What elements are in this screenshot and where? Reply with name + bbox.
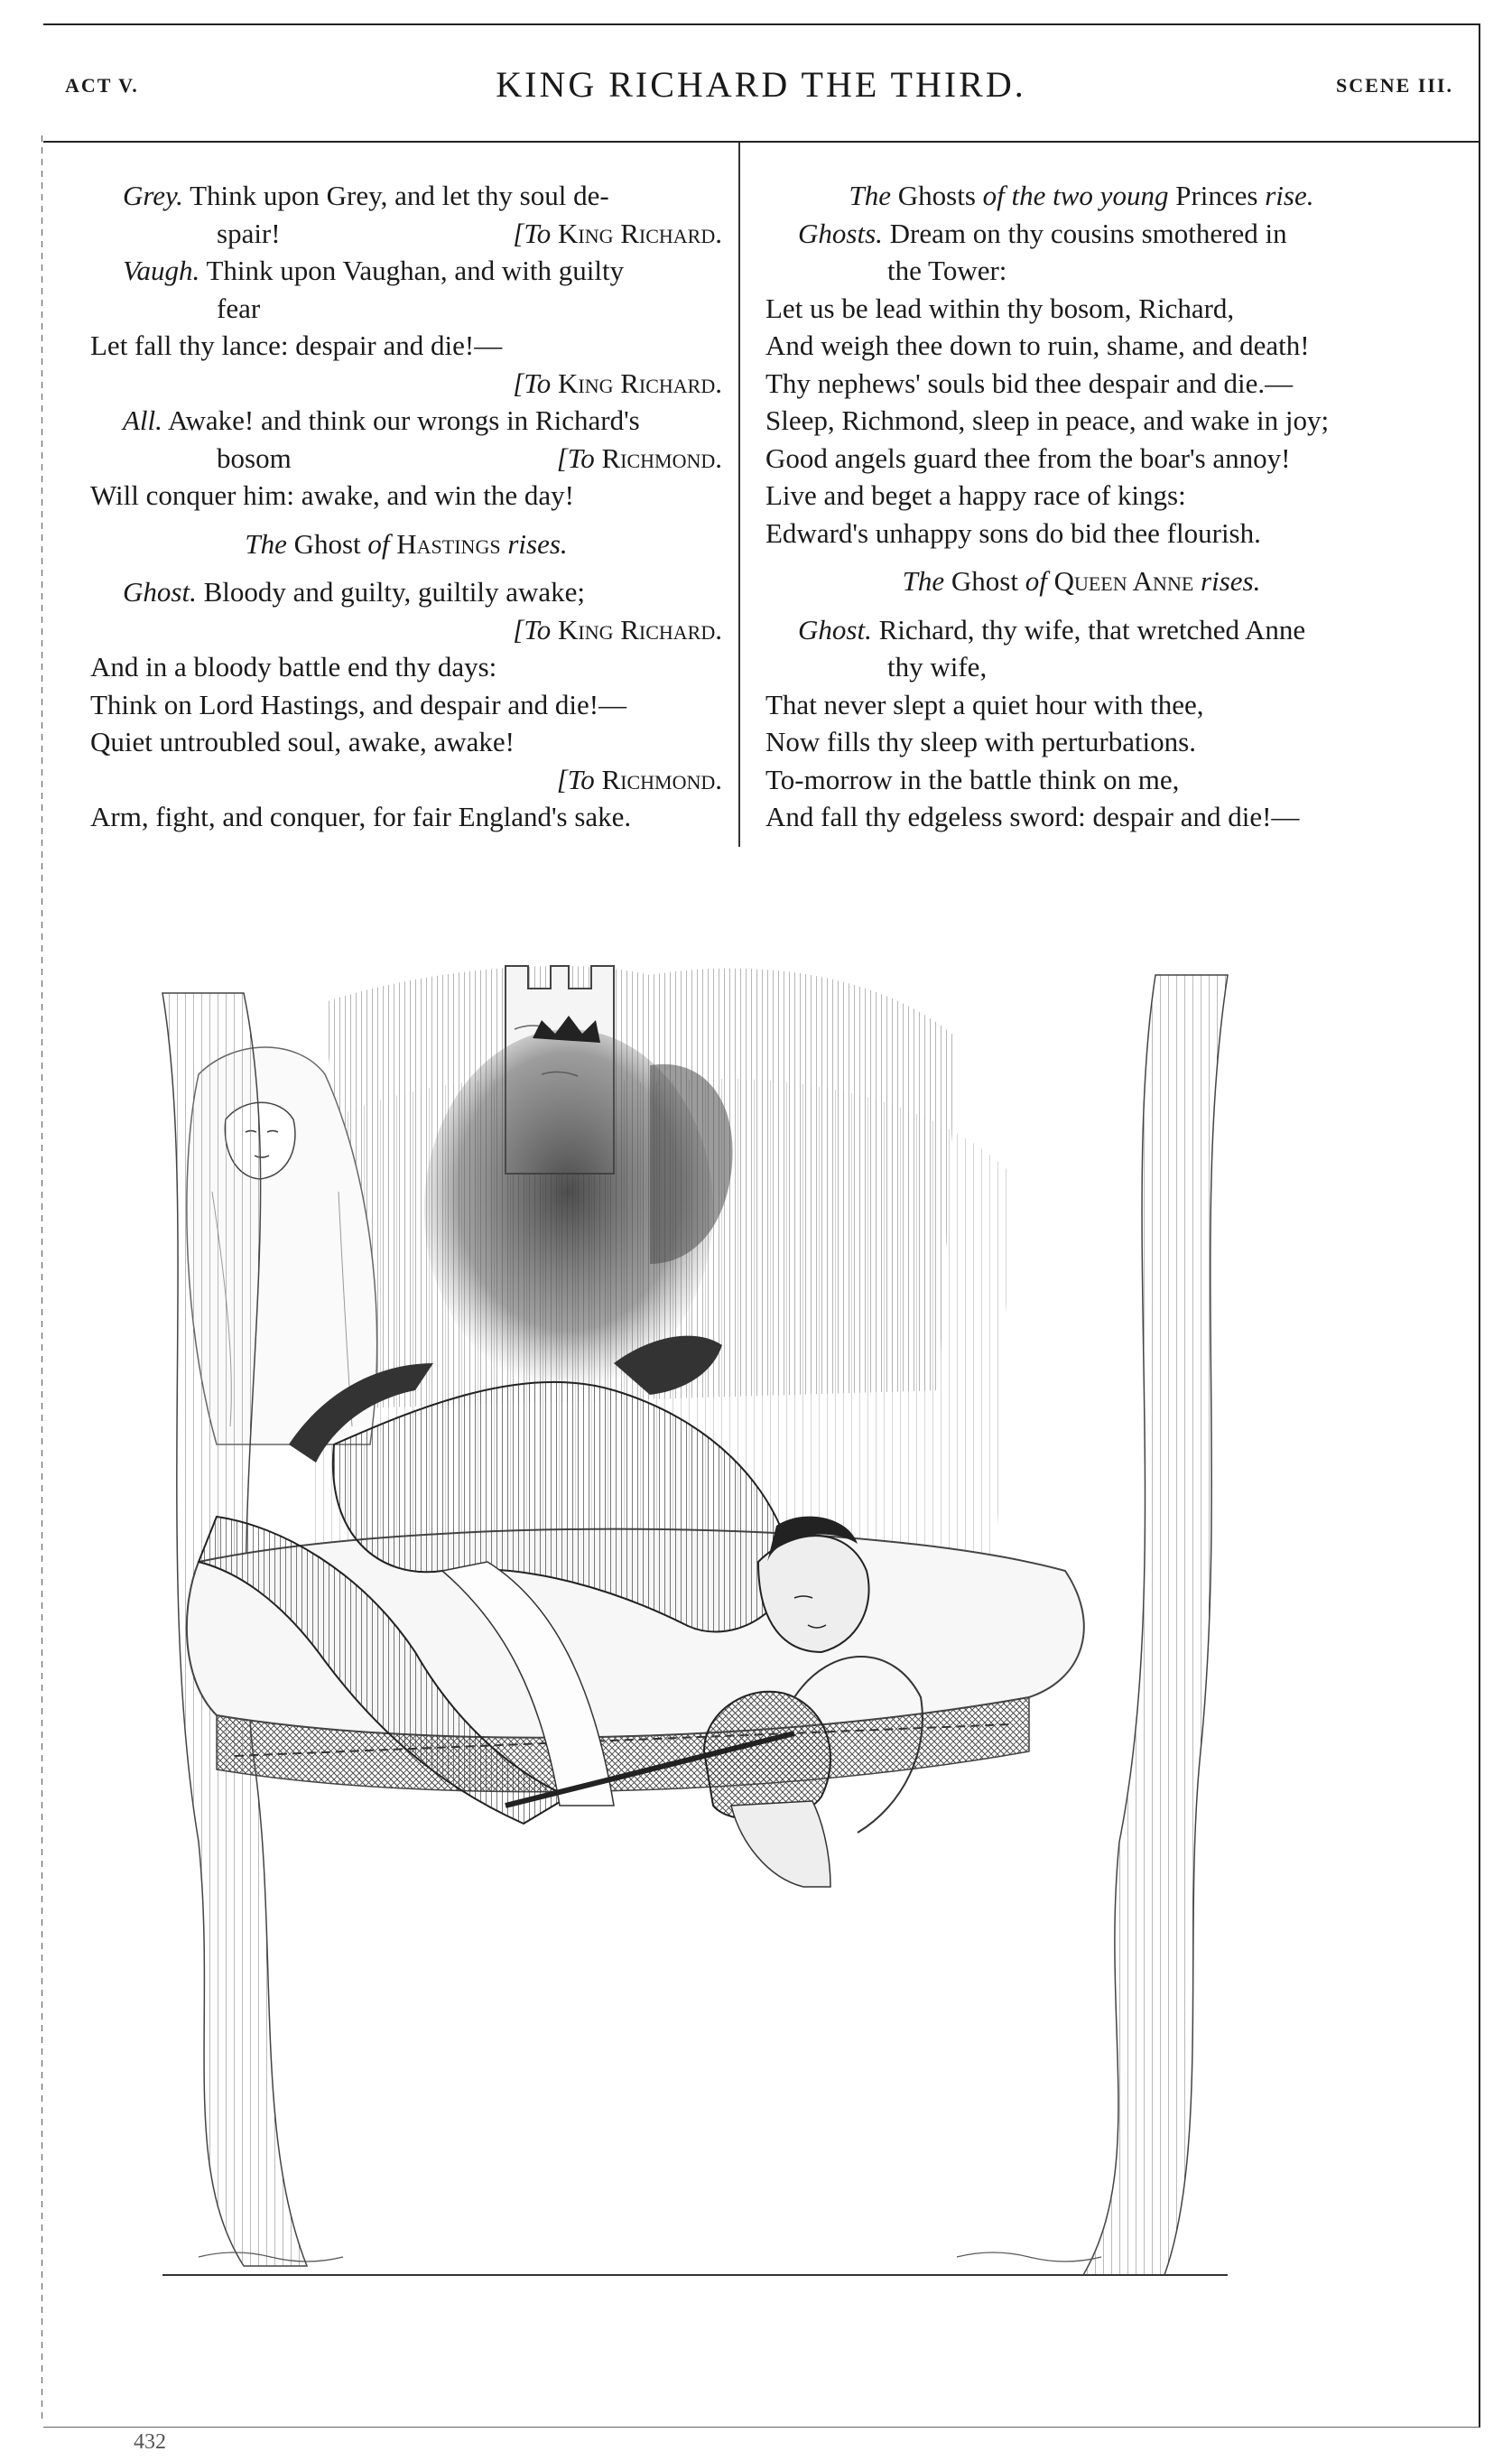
verse-text: To-morrow in the battle think on me, [765, 763, 1180, 795]
stage-direction [90, 611, 722, 649]
page-number: 432 [134, 2430, 166, 2454]
verse-text: thy wife, [887, 651, 988, 683]
stage-direction-heading [765, 562, 1397, 600]
speaker-name: Vaugh. [123, 255, 200, 286]
verse-text: Bloody and guilty, guiltily awake; [203, 576, 586, 608]
sd-word: rise. [1265, 180, 1314, 211]
sd-character-name: Hastings [396, 527, 501, 560]
verse-text: the Tower: [887, 255, 1007, 286]
verse-text: Think on Lord Hastings, and despair and die!— [90, 688, 627, 720]
sd-word: The [902, 565, 945, 597]
sd-character-name: Queen Anne [1053, 565, 1194, 597]
speech-line [90, 440, 722, 478]
speech-line [90, 573, 722, 611]
speech-line [90, 402, 722, 440]
running-head [43, 23, 1479, 141]
verse-text: Sleep, Richmond, sleep in peace, and wake in joy; [765, 404, 1330, 436]
sd-word: Ghost [293, 527, 361, 560]
verse-text: Let us be lead within thy bosom, Richard, [765, 292, 1235, 324]
verse-text: And fall thy edgeless sword: despair and die!— [765, 801, 1300, 832]
speaker-name: All. [123, 404, 162, 436]
stage-direction-name: Richmond. [601, 441, 722, 474]
sd-word: of [1025, 565, 1047, 597]
verse-text: Awake! and think our wrongs in Richard's [167, 404, 640, 436]
verse-text: Will conquer him: awake, and win the day! [90, 479, 574, 511]
verse-text: Live and beget a happy race of kings: [765, 479, 1186, 511]
verse-text: Thy nephews' souls bid thee despair and die.— [765, 367, 1294, 399]
verse-text: Good angels guard thee from the boar's annoy! [765, 441, 1291, 474]
sd-word: Ghost [951, 565, 1018, 597]
stage-direction-to: [To [556, 763, 595, 795]
speech-line [90, 252, 722, 290]
sd-word: of the two young [982, 180, 1169, 211]
right-column [765, 177, 1397, 836]
verse-text: Richard, thy wife, that wretched Anne [878, 613, 1306, 645]
stage-direction-name: King Richard. [557, 217, 722, 249]
speech-line [765, 215, 1397, 253]
stage-direction-name: Richmond. [601, 763, 722, 795]
verse-text: Arm, fight, and conquer, for fair England's sake. [90, 801, 632, 832]
stage-direction-heading [90, 525, 722, 563]
verse-text: Edward's unhappy sons do bid thee flourish. [765, 516, 1261, 549]
page-title: KING RICHARD THE THIRD. [496, 64, 1026, 105]
stage-direction [90, 761, 722, 799]
verse-text: bosom [217, 441, 292, 474]
stage-direction-to: [To [513, 613, 552, 645]
speaker-name: Ghost. [798, 613, 872, 645]
speech-line [765, 611, 1397, 649]
engraving-richard-dreaming-icon [144, 939, 1246, 2311]
verse-text: Now fills thy sleep with perturbations. [765, 726, 1196, 757]
speech-line [90, 177, 722, 215]
verse-text: Let fall thy lance: despair and die!— [90, 330, 503, 361]
left-column [90, 177, 722, 836]
sd-word: of [367, 527, 390, 560]
speaker-name: Grey. [123, 180, 183, 211]
verse-text: And in a bloody battle end thy days: [90, 651, 497, 683]
sd-word: The [849, 180, 892, 211]
speaker-name: Ghost. [123, 576, 197, 608]
scene-label: SCENE III. [1335, 74, 1453, 97]
stage-direction-name: King Richard. [557, 367, 722, 399]
act-label: ACT V. [65, 74, 139, 97]
speaker-name: Ghosts. [798, 217, 883, 249]
stage-direction-heading [765, 177, 1397, 215]
stage-direction-name: King Richard. [557, 613, 722, 645]
verse-text: Dream on thy cousins smothered in [889, 217, 1287, 249]
stage-direction-to: [To [513, 217, 552, 249]
sd-word: The [245, 527, 287, 560]
stage-direction-to: [To [513, 367, 552, 399]
speech-line [90, 215, 722, 253]
verse-text: Think upon Grey, and let thy soul de- [190, 180, 609, 211]
sd-word: rises. [1201, 565, 1261, 597]
verse-text: fear [217, 292, 261, 324]
sd-word: Princes [1175, 180, 1258, 211]
header-rule [43, 141, 1479, 143]
sd-word: rises. [507, 527, 568, 560]
stage-direction-to: [To [556, 441, 595, 474]
verse-text: Think upon Vaughan, and with guilty [206, 255, 625, 286]
column-divider [738, 143, 740, 847]
sd-word: Ghosts [897, 180, 976, 211]
stage-direction [557, 440, 722, 478]
verse-text: That never slept a quiet hour with thee, [765, 688, 1204, 720]
stage-direction [90, 365, 722, 403]
verse-text: Quiet untroubled soul, awake, awake! [90, 726, 515, 757]
verse-text: And weigh thee down to ruin, shame, and death! [765, 330, 1310, 361]
stage-direction [513, 215, 722, 253]
verse-text: spair! [217, 217, 281, 249]
